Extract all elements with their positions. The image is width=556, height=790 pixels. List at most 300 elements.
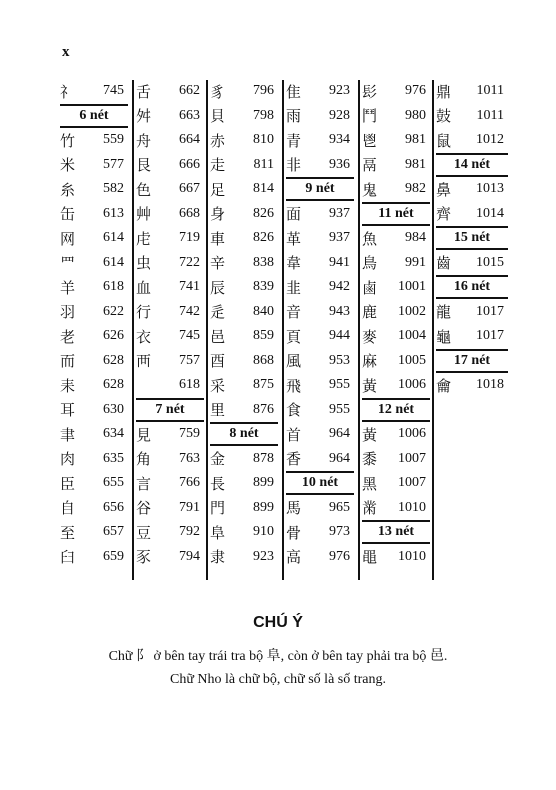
radical-entry (286, 276, 354, 298)
radical-page-number: 1006 (398, 426, 426, 441)
radical-character: 舛 (136, 107, 152, 125)
radical-page-number: 742 (179, 303, 200, 319)
radical-entry (136, 423, 204, 445)
radical-entry (136, 276, 204, 298)
radical-page-number: 614 (103, 230, 124, 245)
radical-entry (60, 129, 128, 151)
radical-page-number: 1011 (476, 107, 504, 123)
radical-page-number: 719 (179, 230, 200, 245)
radical-entry (210, 129, 278, 151)
radical-page-number: 976 (405, 83, 426, 98)
radical-page-number: 981 (405, 132, 426, 147)
radical-entry (60, 154, 128, 176)
radical-entry (362, 227, 430, 249)
radical-character: 龜 (436, 327, 452, 346)
radical-entry (60, 301, 128, 323)
radical-page-number: 1017 (476, 328, 504, 343)
radical-page-number: 991 (405, 254, 426, 270)
radical-entry (136, 546, 204, 568)
radical-character: 頁 (286, 327, 302, 346)
radical-page-number: 923 (253, 548, 274, 564)
radical-page-number: 794 (179, 548, 200, 564)
radical-page-number: 757 (179, 352, 200, 368)
radical-entry (136, 227, 204, 249)
radical-entry (136, 105, 204, 127)
radical-entry (136, 521, 204, 543)
radical-character: 黃 (362, 425, 378, 444)
radical-entry (210, 325, 278, 347)
radical-entry (60, 546, 128, 568)
radical-entry (210, 105, 278, 127)
radical-entry (436, 325, 508, 347)
radical-page-number: 840 (253, 303, 274, 319)
radical-entry (286, 325, 354, 347)
radical-page-number: 973 (329, 524, 350, 539)
radical-page-number: 878 (253, 450, 274, 466)
radical-page-number: 1010 (398, 548, 426, 564)
radical-entry (136, 154, 204, 176)
radical-character: 魚 (362, 229, 378, 248)
radical-entry (362, 276, 430, 298)
radical-character: 艸 (136, 205, 152, 223)
radical-page-number: 1002 (398, 303, 426, 319)
radical-character: 邑 (210, 327, 226, 346)
radical-entry (286, 497, 354, 519)
radical-page-number: 826 (253, 205, 274, 221)
radical-page-number: 798 (253, 107, 274, 123)
radical-entry (60, 252, 128, 274)
radical-character: 食 (286, 401, 302, 419)
radical-page-number: 664 (179, 132, 200, 147)
stroke-count-header: 15 nét (436, 226, 508, 250)
stroke-count-header: 13 nét (362, 520, 430, 544)
radical-entry (60, 521, 128, 543)
radical-page-number: 982 (405, 181, 426, 196)
radical-page-number: 923 (329, 83, 350, 98)
radical-page-number: 657 (103, 524, 124, 539)
column-divider (358, 80, 360, 580)
radical-character: 黹 (362, 499, 378, 517)
radical-entry (60, 497, 128, 519)
radical-character: 至 (60, 523, 76, 542)
radical-page-number: 944 (329, 328, 350, 343)
radical-page-number: 618 (179, 377, 200, 392)
radical-entry (286, 374, 354, 396)
radical-entry (210, 472, 278, 494)
radical-character: 麥 (362, 327, 378, 346)
radical-entry (286, 105, 354, 127)
stroke-count-header: 16 nét (436, 275, 508, 299)
radical-page-number: 745 (179, 328, 200, 343)
radical-entry (362, 325, 430, 347)
radical-entry (210, 497, 278, 519)
radical-character: 襾 (136, 352, 152, 370)
radical-page-number: 1005 (398, 352, 426, 368)
radical-character: 角 (136, 450, 152, 468)
note-line-1: Chữ ⻖ ở bên tay trái tra bộ 阜, còn ở bên tay phải tra bộ 邑. (108, 649, 448, 664)
radical-character: 韭 (286, 278, 302, 297)
radical-character: 青 (286, 131, 302, 150)
radical-character: 黃 (362, 376, 378, 395)
column-divider (432, 80, 434, 580)
stroke-count-header: 11 nét (362, 202, 430, 226)
radical-character: 鬼 (362, 180, 378, 199)
radical-character: 礻 (60, 82, 76, 101)
radical-character: 鹿 (362, 303, 378, 321)
radical-character: 缶 (60, 205, 76, 223)
radical-character: 黑 (362, 474, 378, 493)
radical-entry (210, 178, 278, 200)
radical-page-number: 792 (179, 524, 200, 539)
radical-page-number: 955 (329, 401, 350, 417)
radical-character: 言 (136, 474, 152, 493)
radical-page-number: 667 (179, 181, 200, 196)
radical-entry (436, 178, 508, 200)
stroke-count-header: 14 nét (436, 153, 508, 177)
radical-page-number: 934 (329, 132, 350, 147)
column-divider (132, 80, 134, 580)
radical-entry (210, 350, 278, 372)
radical-entry (362, 154, 430, 176)
radical-page-number: 943 (329, 303, 350, 319)
radical-character: 足 (210, 180, 226, 199)
radical-character: 阜 (210, 523, 226, 542)
radical-character: 走 (210, 156, 226, 174)
radical-character: 舟 (136, 131, 152, 150)
radical-page-number: 613 (103, 205, 124, 221)
radical-page-number: 662 (179, 83, 200, 98)
radical-entry (136, 374, 204, 396)
radical-entry (286, 350, 354, 372)
radical-page-number: 941 (329, 254, 350, 270)
radical-page-number: 838 (253, 254, 274, 270)
radical-character: 麻 (362, 352, 378, 370)
radical-page-number: 899 (253, 499, 274, 515)
radical-entry (362, 546, 430, 568)
radical-character: 肉 (60, 450, 76, 468)
radical-character: 网 (60, 229, 76, 248)
column-divider (206, 80, 208, 580)
radical-character: 革 (286, 229, 302, 248)
radical-page-number: 663 (179, 107, 200, 123)
radical-entry (60, 227, 128, 249)
radical-character: 艮 (136, 156, 152, 174)
radical-character: 馬 (286, 499, 302, 517)
radical-page-number: 868 (253, 352, 274, 368)
radical-character: 耳 (60, 401, 76, 419)
radical-character: 耒 (60, 376, 76, 395)
radical-character: 鬥 (362, 107, 378, 125)
index-column-2 (136, 80, 204, 580)
radical-entry (436, 374, 508, 396)
radical-entry (136, 178, 204, 200)
radical-entry (286, 546, 354, 568)
radical-page-number: 839 (253, 279, 274, 294)
index-column-4 (286, 80, 354, 580)
radical-page-number: 859 (253, 328, 274, 343)
radical-page-number: 766 (179, 475, 200, 490)
index-column-1 (60, 80, 128, 580)
radical-character: 髟 (362, 82, 378, 101)
radical-entry (60, 276, 128, 298)
radical-character: 黍 (362, 450, 378, 468)
radical-character: 虫 (136, 254, 152, 272)
radical-entry (436, 252, 508, 274)
radical-entry (210, 448, 278, 470)
radical-page-number: 1004 (398, 328, 426, 343)
radical-page-number: 796 (253, 83, 274, 98)
radical-entry (362, 80, 430, 102)
radical-page-number: 1017 (476, 303, 504, 319)
radical-character: 米 (60, 156, 76, 174)
radical-entry (362, 178, 430, 200)
radical-character: 車 (210, 229, 226, 248)
radical-page-number: 875 (253, 377, 274, 392)
radical-entry (210, 80, 278, 102)
radical-entry (60, 399, 128, 421)
radical-character: 臣 (60, 474, 76, 493)
radical-entry (286, 154, 354, 176)
radical-character: 非 (286, 156, 302, 174)
radical-entry (210, 521, 278, 543)
radical-character: 老 (60, 327, 76, 346)
radical-entry (210, 227, 278, 249)
radical-page-number: 614 (103, 254, 124, 270)
radical-character: 雨 (286, 107, 302, 125)
radical-entry (210, 546, 278, 568)
radical-page-number: 656 (103, 499, 124, 515)
radical-entry (436, 80, 508, 102)
radical-character: 鹵 (362, 278, 378, 297)
radical-page-number: 628 (103, 377, 124, 392)
radical-character: 貝 (210, 107, 226, 125)
radical-character: 黽 (362, 548, 378, 566)
radical-character: 骨 (286, 523, 302, 542)
radical-character: 鼎 (436, 82, 452, 101)
radical-entry (136, 252, 204, 274)
radical-character: 聿 (60, 425, 76, 444)
index-column-6 (436, 80, 508, 580)
radical-character: 豆 (136, 523, 152, 542)
radical-entry (436, 129, 508, 151)
radical-character: 豸 (210, 82, 226, 101)
radical-entry (362, 301, 430, 323)
radical-page-number: 980 (405, 107, 426, 123)
radical-character: 辛 (210, 254, 226, 272)
radical-character: 見 (136, 425, 152, 444)
radical-index-table (60, 80, 508, 580)
stroke-count-header: 8 nét (210, 422, 278, 446)
radical-entry (210, 203, 278, 225)
radical-character: 鬲 (362, 156, 378, 174)
radical-page-number: 630 (103, 401, 124, 417)
radical-page-number: 1015 (476, 254, 504, 270)
radical-entry (436, 203, 508, 225)
radical-entry (286, 399, 354, 421)
radical-page-number: 791 (179, 499, 200, 515)
radical-character: 鳥 (362, 254, 378, 272)
radical-entry (210, 276, 278, 298)
radical-page-number: 1012 (476, 132, 504, 147)
stroke-count-header: 12 nét (362, 398, 430, 422)
radical-entry (60, 350, 128, 372)
radical-entry (210, 301, 278, 323)
radical-character: 風 (286, 352, 302, 370)
radical-page-number: 1014 (476, 205, 504, 221)
radical-entry (136, 350, 204, 372)
radical-entry (436, 105, 508, 127)
radical-entry (60, 178, 128, 200)
radical-character: 隹 (286, 82, 302, 101)
radical-entry (286, 203, 354, 225)
radical-character: 高 (286, 548, 302, 566)
radical-page-number: 1006 (398, 377, 426, 392)
radical-entry (362, 448, 430, 470)
radical-page-number: 942 (329, 279, 350, 294)
radical-character: 衣 (136, 327, 152, 346)
radical-entry (60, 423, 128, 445)
radical-page-number: 1007 (398, 475, 426, 490)
radical-entry (362, 497, 430, 519)
radical-character: 門 (210, 499, 226, 517)
index-column-5 (362, 80, 430, 580)
radical-page-number: 876 (253, 401, 274, 417)
radical-character: 采 (210, 376, 226, 395)
radical-entry (286, 423, 354, 445)
radical-page-number: 964 (329, 450, 350, 466)
radical-page-number: 1010 (398, 499, 426, 515)
stroke-count-header: 9 nét (286, 177, 354, 201)
radical-page-number: 722 (179, 254, 200, 270)
radical-page-number: 1007 (398, 450, 426, 466)
radical-page-number: 928 (329, 107, 350, 123)
radical-character: 龠 (436, 376, 452, 395)
radical-character: 酉 (210, 352, 226, 370)
radical-character: 龍 (436, 303, 452, 321)
radical-page-number: 659 (103, 548, 124, 564)
radical-page-number: 741 (179, 279, 200, 294)
radical-page-number: 810 (253, 132, 274, 147)
radical-entry (362, 423, 430, 445)
radical-character: 身 (210, 205, 226, 223)
radical-character: 辰 (210, 278, 226, 297)
radical-entry (136, 203, 204, 225)
radical-entry (362, 129, 430, 151)
radical-character: 豕 (136, 548, 152, 566)
radical-page-number: 622 (103, 303, 124, 319)
radical-character: 糸 (60, 180, 76, 199)
radical-page-number: 635 (103, 450, 124, 466)
radical-entry (136, 472, 204, 494)
radical-entry (136, 80, 204, 102)
radical-page-number: 976 (329, 548, 350, 564)
radical-character: 鼓 (436, 107, 452, 125)
radical-character: 色 (136, 180, 152, 199)
radical-character: 羽 (60, 303, 76, 321)
radical-character: 虍 (136, 229, 152, 248)
radical-character: 首 (286, 425, 302, 444)
radical-page-number: 1001 (398, 279, 426, 294)
radical-character: 齊 (436, 205, 452, 223)
radical-character: 赤 (210, 131, 226, 150)
radical-character: 自 (60, 499, 76, 517)
radical-page-number: 577 (103, 156, 124, 172)
radical-entry (362, 472, 430, 494)
radical-character: 香 (286, 450, 302, 468)
radical-character: 行 (136, 303, 152, 321)
radical-character: 齒 (436, 254, 452, 272)
radical-entry (286, 252, 354, 274)
radical-character: 舌 (136, 82, 152, 101)
radical-character: 罒 (60, 254, 76, 272)
index-column-3 (210, 80, 278, 580)
radical-page-number: 1013 (476, 181, 504, 196)
radical-page-number: 811 (253, 156, 274, 172)
radical-page-number: 955 (329, 377, 350, 392)
radical-entry (136, 325, 204, 347)
radical-entry (286, 448, 354, 470)
stroke-count-header: 17 nét (436, 349, 508, 373)
radical-page-number: 759 (179, 426, 200, 441)
radical-page-number: 910 (253, 524, 274, 539)
radical-character: 羊 (60, 278, 76, 297)
radical-entry (362, 350, 430, 372)
radical-entry (60, 203, 128, 225)
radical-character: 谷 (136, 499, 152, 517)
note-line-2: Chữ Nho là chữ bộ, chữ số là số trang. (169, 672, 386, 687)
radical-character: 鼻 (436, 180, 452, 199)
radical-page-number: 628 (103, 352, 124, 368)
radical-page-number: 1011 (476, 83, 504, 98)
radical-character: 鬯 (362, 131, 378, 150)
radical-entry (60, 448, 128, 470)
radical-entry (210, 399, 278, 421)
radical-entry (436, 301, 508, 323)
radical-character: 隶 (210, 548, 226, 566)
radical-page-number: 936 (329, 156, 350, 172)
radical-character: 金 (210, 450, 226, 468)
stroke-count-header: 7 nét (136, 398, 204, 422)
radical-entry (210, 154, 278, 176)
radical-entry (136, 301, 204, 323)
radical-character: 長 (210, 474, 226, 493)
radical-page-number: 965 (329, 499, 350, 515)
radical-page-number: 814 (253, 181, 274, 196)
radical-character: 里 (210, 401, 226, 419)
radical-entry (60, 325, 128, 347)
radical-entry (286, 129, 354, 151)
radical-character: 面 (286, 205, 302, 223)
radical-character: 而 (60, 352, 76, 370)
note-title: CHÚ Ý (253, 614, 303, 631)
radical-page-number: 618 (103, 279, 124, 294)
column-divider (282, 80, 284, 580)
radical-page-number: 937 (329, 205, 350, 221)
radical-page-number: 668 (179, 205, 200, 221)
radical-entry (362, 252, 430, 274)
radical-page-number: 937 (329, 230, 350, 245)
radical-entry (286, 521, 354, 543)
radical-page-number: 655 (103, 475, 124, 490)
radical-character: 辵 (210, 303, 226, 321)
radical-entry (136, 129, 204, 151)
stroke-count-header: 10 nét (286, 471, 354, 495)
radical-page-number: 984 (405, 230, 426, 245)
radical-entry (60, 80, 128, 102)
radical-page-number: 953 (329, 352, 350, 368)
radical-page-number: 626 (103, 328, 124, 343)
radical-page-number: 899 (253, 475, 274, 490)
